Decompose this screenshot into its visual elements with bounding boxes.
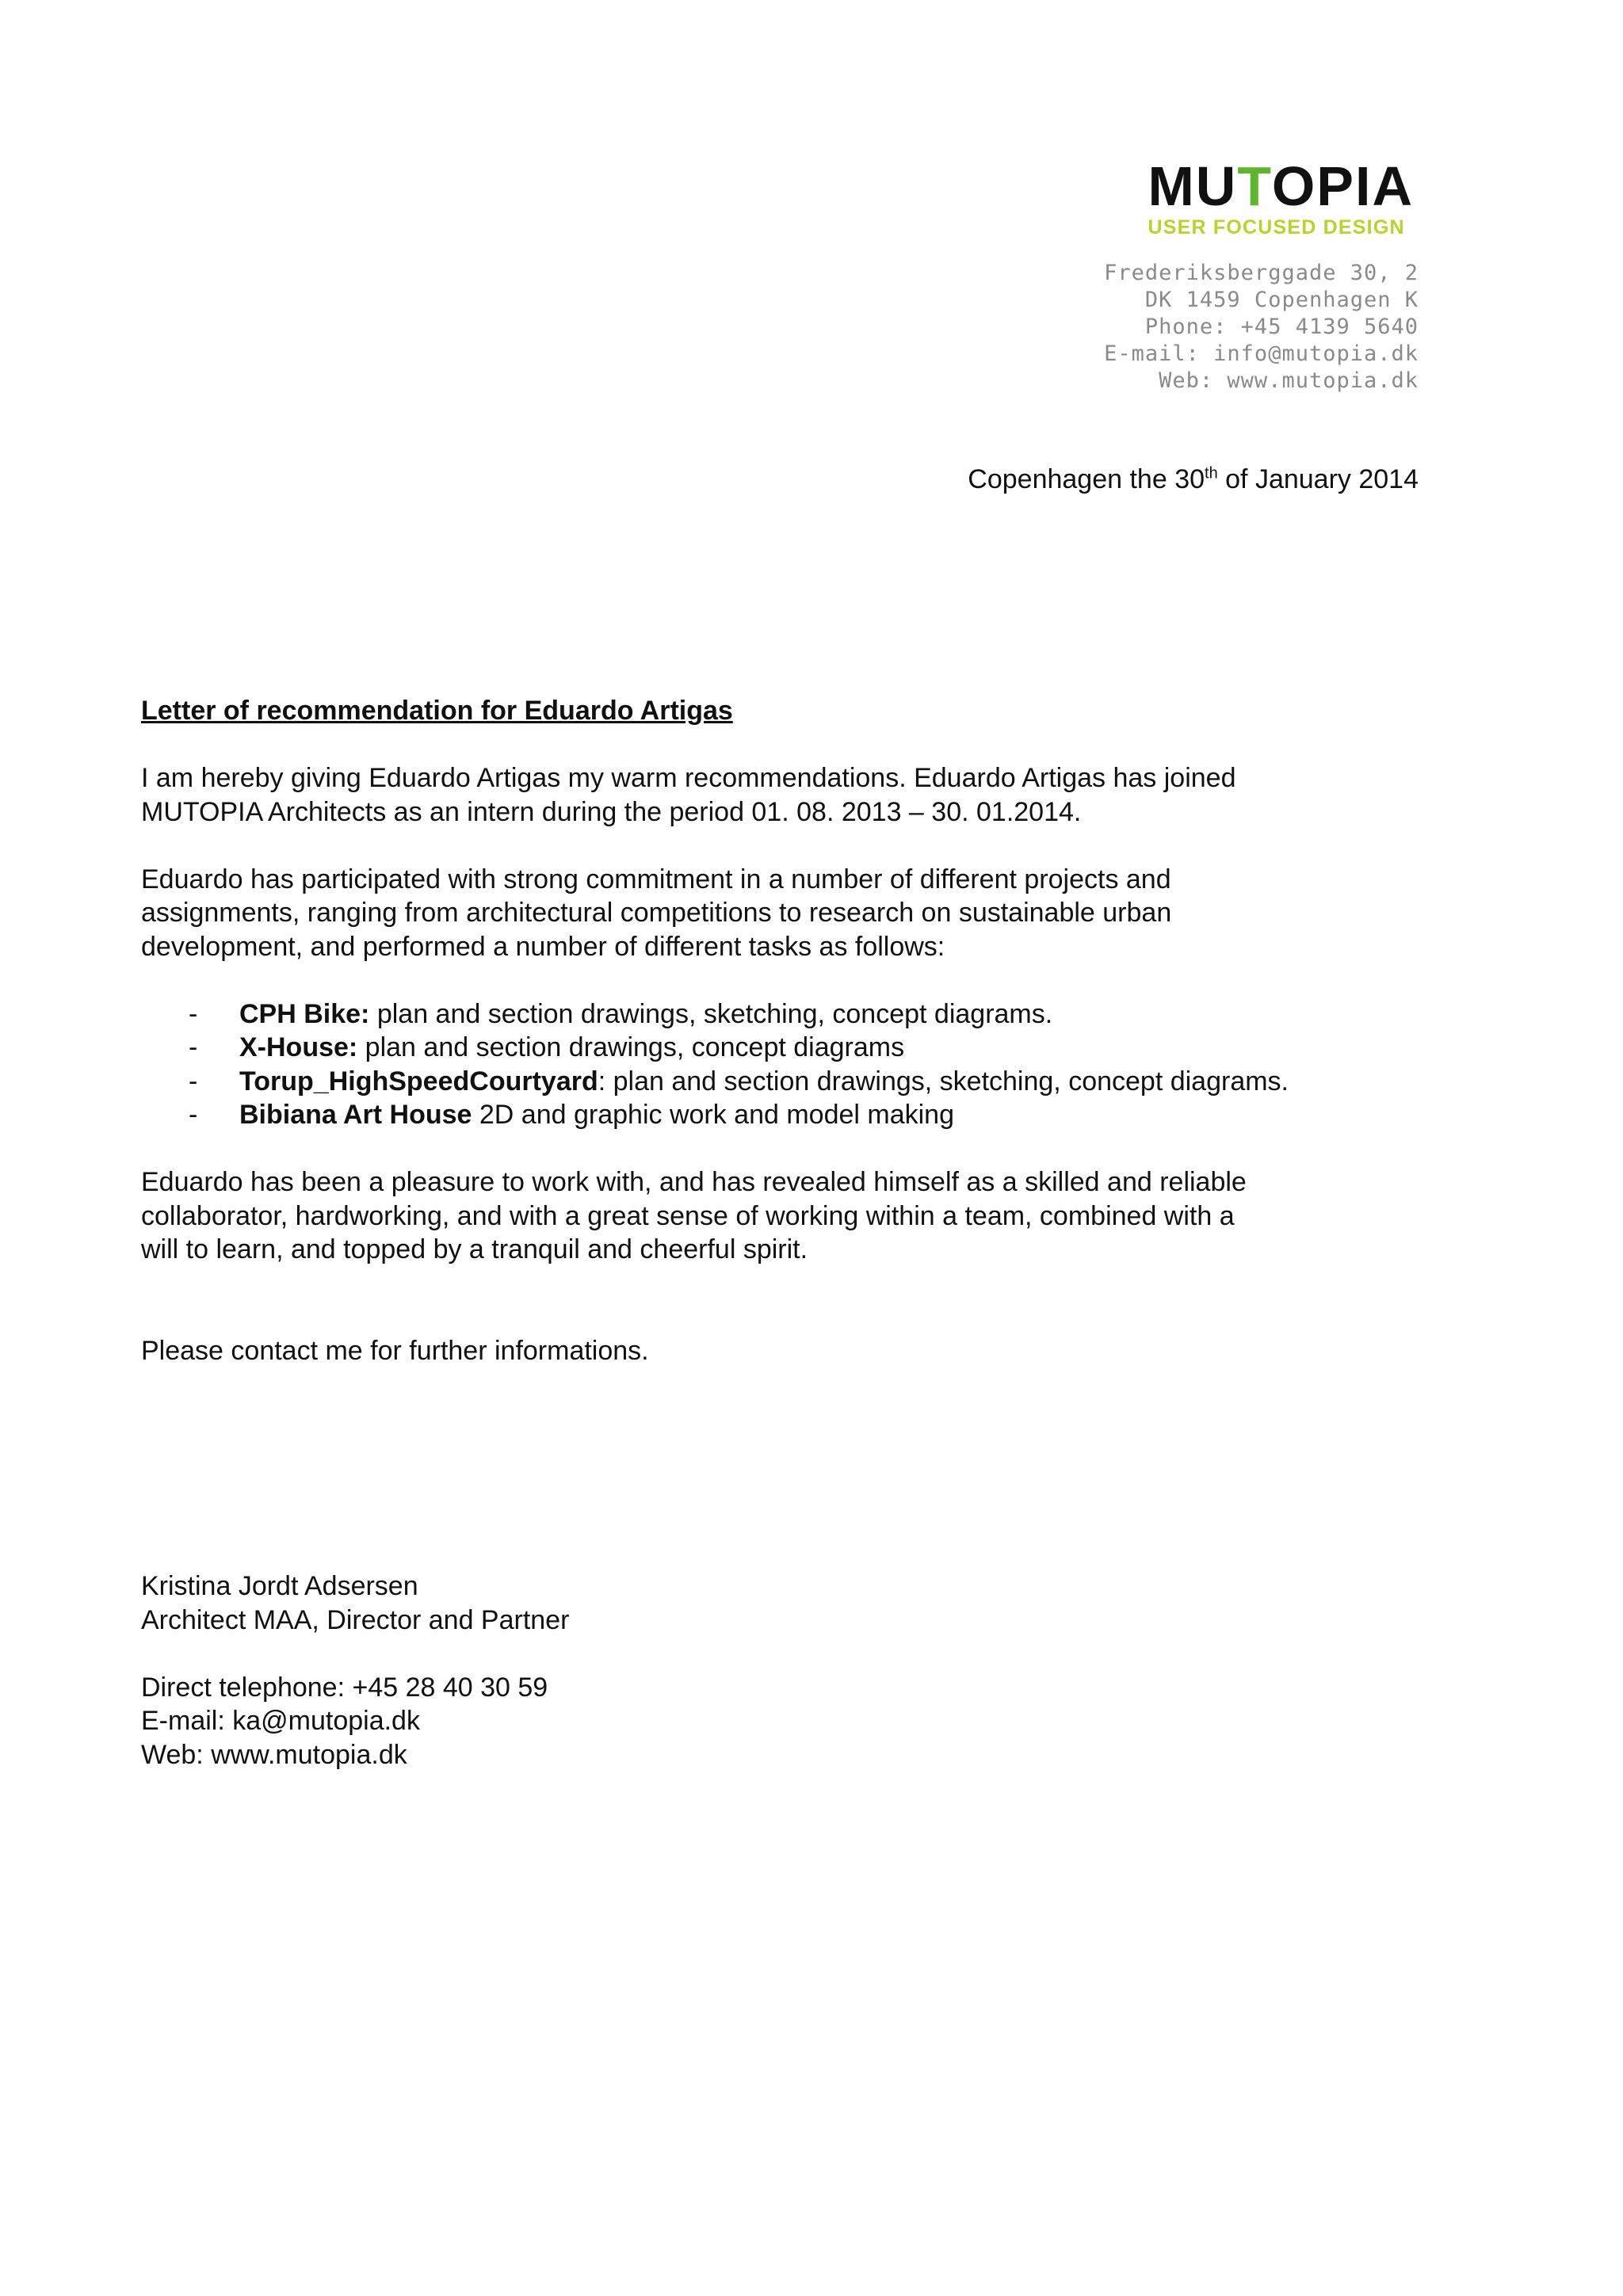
- signer-web: Web: www.mutopia.dk: [141, 1739, 407, 1770]
- signer-telephone: Direct telephone: +45 28 40 30 59: [141, 1672, 548, 1703]
- participation-line: development, and performed a number of different tasks as follows:: [141, 931, 945, 962]
- task-dash: -: [189, 998, 198, 1029]
- intro-line: I am hereby giving Eduardo Artigas my warm recommendations. Eduardo Artigas has joined: [141, 763, 1236, 793]
- letter-date: [968, 463, 1419, 496]
- address-street: Frederiksberggade 30, 2: [1104, 261, 1419, 285]
- address-web: Web: www.mutopia.dk: [1159, 368, 1419, 393]
- signer-contacts: [141, 1671, 1441, 1772]
- task-item: [141, 1031, 1441, 1065]
- logo-word-start: MU: [1148, 155, 1238, 217]
- participation-paragraph: [141, 863, 1441, 964]
- task-dash: -: [189, 1032, 198, 1062]
- appraisal-line: Eduardo has been a pleasure to work with, and has revealed himself as a skilled and reliable: [141, 1167, 1247, 1197]
- task-description: plan and section drawings, concept diagrams: [357, 1032, 905, 1062]
- date-suffix: of January 2014: [1217, 464, 1419, 494]
- signer-email: E-mail: ka@mutopia.dk: [141, 1706, 420, 1736]
- intro-paragraph: [141, 761, 1441, 829]
- letter-subject: Letter of recommendation for Eduardo Artigas: [141, 696, 733, 726]
- logo-word-accent: T: [1237, 155, 1272, 217]
- participation-line: Eduardo has participated with strong commitment in a number of different projects and: [141, 864, 1171, 894]
- task-description: plan and section drawings, sketching, concept diagrams.: [369, 998, 1053, 1029]
- appraisal-line: will to learn, and topped by a tranquil and cheerful spirit.: [141, 1234, 808, 1264]
- company-logo: [1148, 155, 1414, 239]
- appraisal-paragraph: [141, 1165, 1441, 1267]
- date-ordinal: th: [1205, 464, 1218, 482]
- signer-name: Kristina Jordt Adsersen: [141, 1571, 418, 1601]
- signer-title: Architect MAA, Director and Partner: [141, 1604, 570, 1635]
- task-item: [141, 1098, 1441, 1132]
- intro-line: MUTOPIA Architects as an intern during the period 01. 08. 2013 – 30. 01.2014.: [141, 796, 1082, 827]
- task-project: Torup_HighSpeedCourtyard: [239, 1066, 598, 1097]
- task-project: X-House:: [239, 1032, 358, 1062]
- address-phone: Phone: +45 4139 5640: [1144, 315, 1419, 339]
- date-prefix: Copenhagen the 30: [968, 464, 1205, 494]
- task-project: CPH Bike:: [239, 998, 370, 1029]
- address-city: DK 1459 Copenhagen K: [1144, 288, 1419, 312]
- task-dash: -: [189, 1066, 198, 1097]
- logo-word-end: OPIA: [1271, 155, 1414, 217]
- task-item: [141, 1065, 1441, 1099]
- participation-line: assignments, ranging from architectural competitions to research on sustainable urban: [141, 898, 1172, 928]
- signature-block: [141, 1569, 1441, 1772]
- task-project: Bibiana Art House: [239, 1100, 472, 1130]
- task-item: [141, 997, 1441, 1032]
- task-description: 2D and graphic work and model making: [472, 1100, 954, 1130]
- company-address: [1104, 260, 1419, 395]
- appraisal-line: collaborator, hardworking, and with a great sense of working within a team, combined with a: [141, 1200, 1235, 1231]
- contact-request: Please contact me for further informations.: [141, 1335, 649, 1366]
- logo-wordmark: [1148, 155, 1414, 217]
- task-description: : plan and section drawings, sketching, concept diagrams.: [598, 1066, 1289, 1097]
- logo-tagline: USER FOCUSED DESIGN: [1148, 216, 1405, 238]
- address-email: E-mail: info@mutopia.dk: [1104, 341, 1419, 366]
- task-list: [141, 997, 1441, 1132]
- letter-body: [141, 694, 1441, 1772]
- task-dash: -: [189, 1100, 198, 1130]
